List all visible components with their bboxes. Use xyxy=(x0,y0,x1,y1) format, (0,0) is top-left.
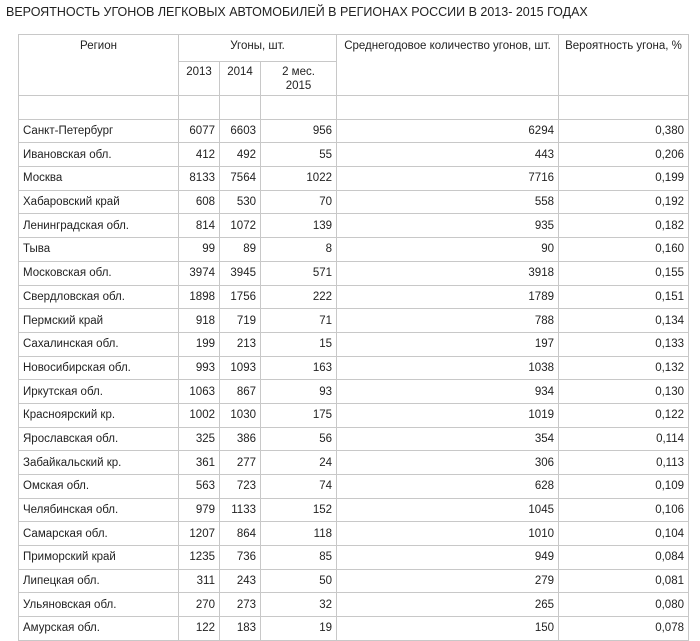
table-row xyxy=(19,451,689,475)
cell-2013: 6077 xyxy=(179,119,220,143)
cell-prob: 0,080 xyxy=(559,593,689,617)
cell-region: Липецкая обл. xyxy=(19,569,179,593)
cell-region: Санкт-Петербург xyxy=(19,119,179,143)
header-2015-line1: 2 мес. xyxy=(282,66,315,78)
cell-prob: 0,134 xyxy=(559,309,689,333)
cell-2015: 93 xyxy=(261,380,337,404)
cell-2014: 277 xyxy=(220,451,261,475)
cell-2013: 122 xyxy=(179,617,220,641)
cell-2014: 3945 xyxy=(220,261,261,285)
table-row xyxy=(19,475,689,499)
cell-avg: 1789 xyxy=(337,285,559,309)
cell-region: Иркутская обл. xyxy=(19,380,179,404)
cell-2015: 571 xyxy=(261,261,337,285)
header-prob: Вероятность угона, % xyxy=(559,35,689,96)
cell-2013: 1207 xyxy=(179,522,220,546)
table-row xyxy=(19,569,689,593)
header-2013: 2013 xyxy=(179,62,220,96)
cell-2015: 55 xyxy=(261,143,337,167)
cell-2015: 24 xyxy=(261,451,337,475)
cell-prob: 0,199 xyxy=(559,167,689,191)
cell-avg: 934 xyxy=(337,380,559,404)
cell-region: Красноярский кр. xyxy=(19,403,179,427)
table-row xyxy=(19,427,689,451)
cell-2015: 1022 xyxy=(261,167,337,191)
cell-2015: 222 xyxy=(261,285,337,309)
table-row xyxy=(19,380,689,404)
cell-prob: 0,192 xyxy=(559,190,689,214)
cell-avg: 279 xyxy=(337,569,559,593)
header-region: Регион xyxy=(19,35,179,96)
table-row xyxy=(19,403,689,427)
header-spacer xyxy=(19,96,689,120)
cell-2015: 8 xyxy=(261,238,337,262)
cell-prob: 0,081 xyxy=(559,569,689,593)
cell-avg: 1010 xyxy=(337,522,559,546)
cell-prob: 0,133 xyxy=(559,332,689,356)
cell-avg: 558 xyxy=(337,190,559,214)
cell-prob: 0,114 xyxy=(559,427,689,451)
cell-2013: 325 xyxy=(179,427,220,451)
cell-avg: 1045 xyxy=(337,498,559,522)
cell-2013: 608 xyxy=(179,190,220,214)
cell-region: Ленинградская обл. xyxy=(19,214,179,238)
table-row xyxy=(19,593,689,617)
cell-2013: 361 xyxy=(179,451,220,475)
cell-2013: 8133 xyxy=(179,167,220,191)
cell-prob: 0,106 xyxy=(559,498,689,522)
cell-avg: 150 xyxy=(337,617,559,641)
table-row xyxy=(19,119,689,143)
cell-2015: 19 xyxy=(261,617,337,641)
cell-prob: 0,182 xyxy=(559,214,689,238)
header-avg: Среднегодовое количество угонов, шт. xyxy=(337,35,559,96)
cell-2013: 99 xyxy=(179,238,220,262)
cell-region: Тыва xyxy=(19,238,179,262)
cell-region: Ульяновская обл. xyxy=(19,593,179,617)
cell-prob: 0,155 xyxy=(559,261,689,285)
cell-avg: 1019 xyxy=(337,403,559,427)
cell-avg: 3918 xyxy=(337,261,559,285)
cell-2013: 311 xyxy=(179,569,220,593)
cell-region: Хабаровский край xyxy=(19,190,179,214)
table-row xyxy=(19,285,689,309)
table-row xyxy=(19,238,689,262)
table-row xyxy=(19,332,689,356)
cell-2013: 1002 xyxy=(179,403,220,427)
cell-2014: 736 xyxy=(220,546,261,570)
cell-prob: 0,151 xyxy=(559,285,689,309)
cell-region: Сахалинская обл. xyxy=(19,332,179,356)
cell-prob: 0,380 xyxy=(559,119,689,143)
cell-2015: 32 xyxy=(261,593,337,617)
cell-region: Амурская обл. xyxy=(19,617,179,641)
cell-prob: 0,132 xyxy=(559,356,689,380)
cell-2015: 70 xyxy=(261,190,337,214)
cell-2015: 956 xyxy=(261,119,337,143)
cell-avg: 788 xyxy=(337,309,559,333)
table-row xyxy=(19,522,689,546)
cell-2013: 1898 xyxy=(179,285,220,309)
cell-2014: 1093 xyxy=(220,356,261,380)
cell-2013: 979 xyxy=(179,498,220,522)
cell-avg: 306 xyxy=(337,451,559,475)
cell-2014: 243 xyxy=(220,569,261,593)
thefts-table xyxy=(18,34,689,641)
cell-region: Челябинская обл. xyxy=(19,498,179,522)
cell-2013: 270 xyxy=(179,593,220,617)
cell-2013: 1235 xyxy=(179,546,220,570)
cell-2013: 199 xyxy=(179,332,220,356)
cell-2014: 213 xyxy=(220,332,261,356)
cell-2015: 175 xyxy=(261,403,337,427)
cell-2015: 139 xyxy=(261,214,337,238)
cell-2014: 1030 xyxy=(220,403,261,427)
cell-prob: 0,113 xyxy=(559,451,689,475)
cell-2015: 74 xyxy=(261,475,337,499)
cell-avg: 628 xyxy=(337,475,559,499)
cell-2014: 1133 xyxy=(220,498,261,522)
cell-region: Свердловская обл. xyxy=(19,285,179,309)
table-row xyxy=(19,546,689,570)
cell-region: Пермский край xyxy=(19,309,179,333)
cell-region: Ивановская обл. xyxy=(19,143,179,167)
cell-2014: 1756 xyxy=(220,285,261,309)
cell-region: Новосибирская обл. xyxy=(19,356,179,380)
cell-region: Забайкальский кр. xyxy=(19,451,179,475)
cell-2014: 723 xyxy=(220,475,261,499)
cell-2014: 183 xyxy=(220,617,261,641)
cell-2014: 867 xyxy=(220,380,261,404)
cell-2014: 1072 xyxy=(220,214,261,238)
cell-prob: 0,122 xyxy=(559,403,689,427)
table-row xyxy=(19,617,689,641)
cell-prob: 0,130 xyxy=(559,380,689,404)
cell-prob: 0,160 xyxy=(559,238,689,262)
cell-2014: 719 xyxy=(220,309,261,333)
table-row xyxy=(19,356,689,380)
cell-avg: 197 xyxy=(337,332,559,356)
cell-avg: 443 xyxy=(337,143,559,167)
cell-2015: 56 xyxy=(261,427,337,451)
cell-2014: 273 xyxy=(220,593,261,617)
cell-region: Самарская обл. xyxy=(19,522,179,546)
cell-2015: 163 xyxy=(261,356,337,380)
cell-2014: 530 xyxy=(220,190,261,214)
cell-avg: 6294 xyxy=(337,119,559,143)
cell-prob: 0,104 xyxy=(559,522,689,546)
cell-2014: 492 xyxy=(220,143,261,167)
cell-2013: 412 xyxy=(179,143,220,167)
cell-region: Приморский край xyxy=(19,546,179,570)
cell-2013: 814 xyxy=(179,214,220,238)
cell-2013: 1063 xyxy=(179,380,220,404)
cell-region: Омская обл. xyxy=(19,475,179,499)
cell-avg: 949 xyxy=(337,546,559,570)
cell-2014: 386 xyxy=(220,427,261,451)
cell-2015: 15 xyxy=(261,332,337,356)
table-body xyxy=(19,96,689,641)
cell-2015: 71 xyxy=(261,309,337,333)
cell-2013: 918 xyxy=(179,309,220,333)
cell-avg: 265 xyxy=(337,593,559,617)
header-2015-line2: 2015 xyxy=(285,80,312,92)
cell-2015: 118 xyxy=(261,522,337,546)
cell-avg: 90 xyxy=(337,238,559,262)
header-thefts: Угоны, шт. xyxy=(179,35,337,62)
table-row xyxy=(19,309,689,333)
cell-2014: 7564 xyxy=(220,167,261,191)
table-row xyxy=(19,498,689,522)
cell-prob: 0,078 xyxy=(559,617,689,641)
cell-2013: 563 xyxy=(179,475,220,499)
cell-2015: 50 xyxy=(261,569,337,593)
cell-prob: 0,109 xyxy=(559,475,689,499)
cell-prob: 0,206 xyxy=(559,143,689,167)
cell-prob: 0,084 xyxy=(559,546,689,570)
cell-2015: 152 xyxy=(261,498,337,522)
cell-region: Московская обл. xyxy=(19,261,179,285)
page-title: ВЕРОЯТНОСТЬ УГОНОВ ЛЕГКОВЫХ АВТОМОБИЛЕЙ В РЕГИОНАХ РОССИИ В 2013- 2015 ГОДАХ xyxy=(6,5,588,19)
table-row xyxy=(19,190,689,214)
cell-avg: 1038 xyxy=(337,356,559,380)
cell-avg: 354 xyxy=(337,427,559,451)
table-row xyxy=(19,261,689,285)
table-row xyxy=(19,143,689,167)
header-2015 xyxy=(261,62,337,96)
header-2014: 2014 xyxy=(220,62,261,96)
table-row xyxy=(19,167,689,191)
cell-2014: 6603 xyxy=(220,119,261,143)
cell-region: Ярославская обл. xyxy=(19,427,179,451)
cell-region: Москва xyxy=(19,167,179,191)
table-row xyxy=(19,214,689,238)
cell-2014: 89 xyxy=(220,238,261,262)
cell-2015: 85 xyxy=(261,546,337,570)
cell-2014: 864 xyxy=(220,522,261,546)
cell-avg: 7716 xyxy=(337,167,559,191)
cell-avg: 935 xyxy=(337,214,559,238)
cell-2013: 3974 xyxy=(179,261,220,285)
cell-2013: 993 xyxy=(179,356,220,380)
